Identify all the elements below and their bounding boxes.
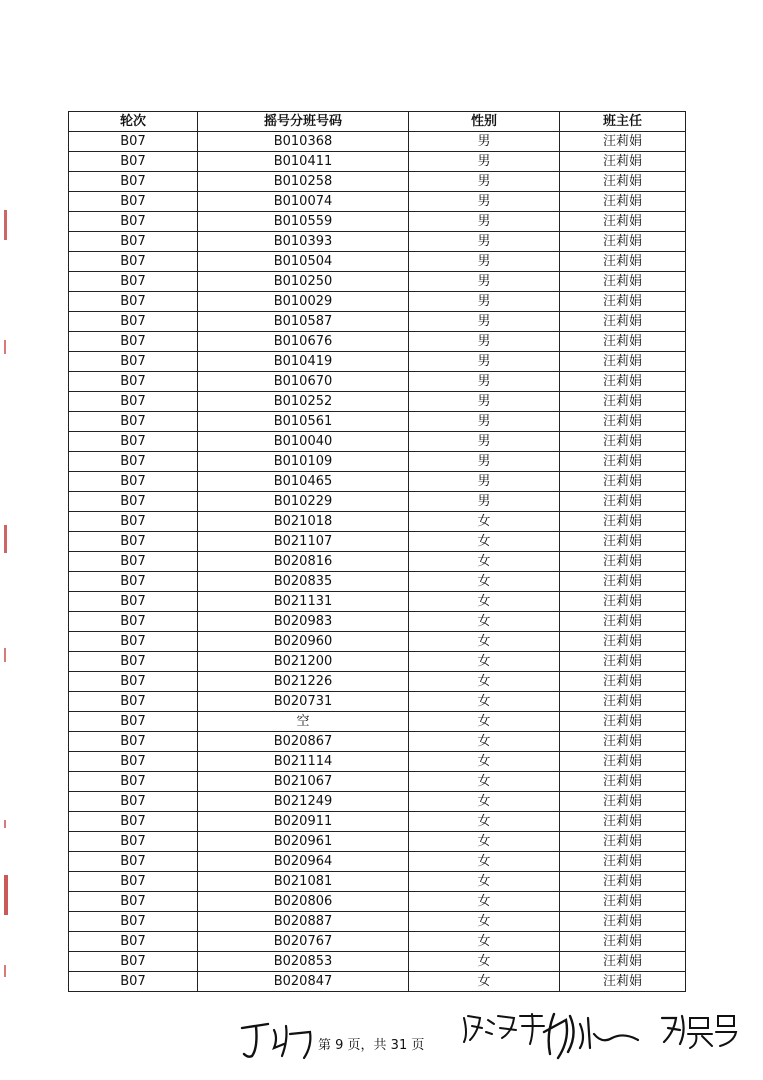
cell-round: B07 [69,892,198,912]
cell-lottery-number: B010029 [198,292,409,312]
table-row [69,752,686,772]
cell-lottery-number: B010258 [198,172,409,192]
cell-lottery-number: B010670 [198,372,409,392]
cell-round: B07 [69,372,198,392]
cell-lottery-number: B010074 [198,192,409,212]
cell-gender: 女 [409,832,560,852]
cell-head-teacher: 汪莉娟 [560,892,686,912]
cell-lottery-number: B021018 [198,512,409,532]
class-assignment-table-container [68,111,685,992]
table-row [69,892,686,912]
cell-head-teacher: 汪莉娟 [560,732,686,752]
table-row [69,472,686,492]
header-round: 轮次 [69,112,198,132]
table-row [69,372,686,392]
table-row [69,972,686,992]
cell-head-teacher: 汪莉娟 [560,432,686,452]
table-row [69,252,686,272]
cell-round: B07 [69,152,198,172]
cell-lottery-number: B021114 [198,752,409,772]
cell-lottery-number: B010411 [198,152,409,172]
cell-gender: 男 [409,292,560,312]
cell-head-teacher: 汪莉娟 [560,172,686,192]
cell-gender: 女 [409,912,560,932]
cell-round: B07 [69,192,198,212]
table-row [69,332,686,352]
cell-head-teacher: 汪莉娟 [560,712,686,732]
cell-round: B07 [69,792,198,812]
cell-head-teacher: 汪莉娟 [560,412,686,432]
seal-fragment-mark [4,525,7,553]
table-row [69,152,686,172]
cell-head-teacher: 汪莉娟 [560,372,686,392]
cell-lottery-number: B020867 [198,732,409,752]
cell-head-teacher: 汪莉娟 [560,272,686,292]
cell-head-teacher: 汪莉娟 [560,852,686,872]
seal-fragment-mark [4,340,6,354]
cell-round: B07 [69,172,198,192]
header-head-teacher: 班主任 [560,112,686,132]
cell-head-teacher: 汪莉娟 [560,692,686,712]
cell-round: B07 [69,392,198,412]
cell-head-teacher: 汪莉娟 [560,492,686,512]
cell-head-teacher: 汪莉娟 [560,832,686,852]
cell-lottery-number: B020853 [198,952,409,972]
cell-round: B07 [69,592,198,612]
table-row [69,192,686,212]
cell-head-teacher: 汪莉娟 [560,652,686,672]
cell-gender: 男 [409,432,560,452]
cell-lottery-number: B020767 [198,932,409,952]
cell-head-teacher: 汪莉娟 [560,472,686,492]
signature-2 [458,1006,550,1050]
table-row [69,812,686,832]
cell-head-teacher: 汪莉娟 [560,672,686,692]
cell-lottery-number: B010504 [198,252,409,272]
cell-head-teacher: 汪莉娟 [560,872,686,892]
cell-lottery-number: B010229 [198,492,409,512]
seal-fragment-mark [4,820,6,828]
cell-lottery-number: B021226 [198,672,409,692]
cell-gender: 女 [409,612,560,632]
cell-head-teacher: 汪莉娟 [560,512,686,532]
cell-lottery-number: B010109 [198,452,409,472]
cell-lottery-number: B021131 [198,592,409,612]
cell-head-teacher: 汪莉娟 [560,972,686,992]
cell-round: B07 [69,552,198,572]
signature-1 [238,1018,316,1064]
cell-head-teacher: 汪莉娟 [560,772,686,792]
cell-lottery-number: B020964 [198,852,409,872]
cell-round: B07 [69,692,198,712]
cell-gender: 女 [409,712,560,732]
cell-gender: 男 [409,472,560,492]
signature-4 [656,1008,740,1052]
cell-round: B07 [69,872,198,892]
cell-lottery-number: B010587 [198,312,409,332]
cell-head-teacher: 汪莉娟 [560,812,686,832]
cell-lottery-number: B010419 [198,352,409,372]
cell-head-teacher: 汪莉娟 [560,792,686,812]
page-footer [0,1028,763,1068]
cell-head-teacher: 汪莉娟 [560,552,686,572]
cell-round: B07 [69,432,198,452]
cell-round: B07 [69,632,198,652]
cell-gender: 男 [409,412,560,432]
cell-round: B07 [69,932,198,952]
cell-gender: 女 [409,872,560,892]
cell-round: B07 [69,332,198,352]
cell-round: B07 [69,452,198,472]
cell-gender: 女 [409,852,560,872]
cell-round: B07 [69,292,198,312]
cell-gender: 女 [409,592,560,612]
table-row [69,692,686,712]
cell-head-teacher: 汪莉娟 [560,932,686,952]
table-row [69,592,686,612]
cell-head-teacher: 汪莉娟 [560,292,686,312]
table-row [69,352,686,372]
cell-round: B07 [69,812,198,832]
cell-lottery-number: B021067 [198,772,409,792]
cell-round: B07 [69,232,198,252]
seal-fragment-mark [4,648,6,662]
cell-round: B07 [69,412,198,432]
cell-lottery-number: B020911 [198,812,409,832]
header-row [69,112,686,132]
cell-lottery-number: B020835 [198,572,409,592]
table-row [69,532,686,552]
cell-gender: 女 [409,692,560,712]
cell-round: B07 [69,912,198,932]
cell-round: B07 [69,532,198,552]
cell-head-teacher: 汪莉娟 [560,252,686,272]
seal-fragment-mark [4,965,6,977]
cell-head-teacher: 汪莉娟 [560,232,686,252]
cell-head-teacher: 汪莉娟 [560,752,686,772]
cell-lottery-number: B021081 [198,872,409,892]
cell-lottery-number: B010252 [198,392,409,412]
cell-lottery-number: 空 [198,712,409,732]
cell-gender: 女 [409,772,560,792]
table-row [69,452,686,472]
cell-gender: 男 [409,452,560,472]
cell-round: B07 [69,312,198,332]
cell-gender: 男 [409,212,560,232]
table-row [69,612,686,632]
cell-lottery-number: B010465 [198,472,409,492]
cell-lottery-number: B010676 [198,332,409,352]
cell-gender: 女 [409,932,560,952]
table-header [69,112,686,132]
cell-round: B07 [69,252,198,272]
cell-lottery-number: B020961 [198,832,409,852]
table-row [69,932,686,952]
header-lottery-number: 摇号分班号码 [198,112,409,132]
class-assignment-table [68,111,686,992]
table-row [69,872,686,892]
table-row [69,852,686,872]
cell-round: B07 [69,832,198,852]
cell-head-teacher: 汪莉娟 [560,152,686,172]
cell-gender: 男 [409,252,560,272]
seal-fragment-mark [4,875,8,915]
table-row [69,572,686,592]
cell-lottery-number: B021249 [198,792,409,812]
cell-gender: 女 [409,752,560,772]
cell-round: B07 [69,272,198,292]
table-row [69,652,686,672]
cell-round: B07 [69,712,198,732]
table-row [69,172,686,192]
cell-round: B07 [69,752,198,772]
cell-round: B07 [69,772,198,792]
table-row [69,732,686,752]
cell-round: B07 [69,472,198,492]
cell-gender: 女 [409,552,560,572]
cell-head-teacher: 汪莉娟 [560,352,686,372]
cell-head-teacher: 汪莉娟 [560,912,686,932]
cell-head-teacher: 汪莉娟 [560,132,686,152]
cell-gender: 男 [409,132,560,152]
cell-lottery-number: B020887 [198,912,409,932]
table-row [69,312,686,332]
table-row [69,552,686,572]
table-row [69,212,686,232]
cell-head-teacher: 汪莉娟 [560,532,686,552]
cell-round: B07 [69,512,198,532]
cell-gender: 女 [409,732,560,752]
cell-gender: 女 [409,892,560,912]
cell-round: B07 [69,212,198,232]
cell-head-teacher: 汪莉娟 [560,332,686,352]
cell-gender: 女 [409,532,560,552]
table-row [69,632,686,652]
page-indicator: 第 9 页，共 31 页 [318,1038,425,1053]
cell-round: B07 [69,672,198,692]
cell-gender: 女 [409,792,560,812]
cell-lottery-number: B010250 [198,272,409,292]
cell-round: B07 [69,652,198,672]
cell-lottery-number: B021107 [198,532,409,552]
cell-lottery-number: B020847 [198,972,409,992]
cell-lottery-number: B010561 [198,412,409,432]
seal-fragment-mark [4,210,7,240]
table-row [69,492,686,512]
cell-lottery-number: B020806 [198,892,409,912]
cell-gender: 女 [409,672,560,692]
table-row [69,792,686,812]
cell-gender: 男 [409,312,560,332]
cell-gender: 女 [409,952,560,972]
table-row [69,432,686,452]
cell-lottery-number: B010559 [198,212,409,232]
cell-head-teacher: 汪莉娟 [560,212,686,232]
cell-round: B07 [69,132,198,152]
table-row [69,912,686,932]
cell-gender: 男 [409,232,560,252]
cell-gender: 女 [409,632,560,652]
header-gender: 性别 [409,112,560,132]
cell-gender: 女 [409,572,560,592]
cell-gender: 男 [409,352,560,372]
cell-lottery-number: B020731 [198,692,409,712]
table-row [69,512,686,532]
cell-head-teacher: 汪莉娟 [560,632,686,652]
table-body [69,132,686,992]
cell-round: B07 [69,612,198,632]
cell-head-teacher: 汪莉娟 [560,452,686,472]
cell-gender: 男 [409,272,560,292]
cell-gender: 女 [409,652,560,672]
table-row [69,392,686,412]
cell-lottery-number: B010393 [198,232,409,252]
cell-lottery-number: B021200 [198,652,409,672]
cell-round: B07 [69,972,198,992]
cell-round: B07 [69,352,198,372]
cell-gender: 女 [409,812,560,832]
cell-head-teacher: 汪莉娟 [560,592,686,612]
cell-head-teacher: 汪莉娟 [560,952,686,972]
cell-lottery-number: B010368 [198,132,409,152]
cell-gender: 男 [409,172,560,192]
table-row [69,772,686,792]
table-row [69,272,686,292]
cell-gender: 男 [409,492,560,512]
cell-head-teacher: 汪莉娟 [560,572,686,592]
table-row [69,232,686,252]
cell-gender: 男 [409,332,560,352]
cell-gender: 男 [409,152,560,172]
cell-head-teacher: 汪莉娟 [560,192,686,212]
cell-lottery-number: B020983 [198,612,409,632]
cell-lottery-number: B020816 [198,552,409,572]
cell-gender: 男 [409,392,560,412]
table-row [69,712,686,732]
cell-round: B07 [69,852,198,872]
cell-head-teacher: 汪莉娟 [560,312,686,332]
cell-round: B07 [69,732,198,752]
cell-lottery-number: B010040 [198,432,409,452]
table-row [69,672,686,692]
cell-head-teacher: 汪莉娟 [560,612,686,632]
table-row [69,832,686,852]
table-row [69,292,686,312]
cell-gender: 女 [409,512,560,532]
table-row [69,412,686,432]
cell-lottery-number: B020960 [198,632,409,652]
table-row [69,132,686,152]
cell-gender: 女 [409,972,560,992]
cell-head-teacher: 汪莉娟 [560,392,686,412]
signature-3 [540,1004,650,1064]
cell-round: B07 [69,572,198,592]
cell-round: B07 [69,492,198,512]
table-row [69,952,686,972]
cell-gender: 男 [409,192,560,212]
cell-round: B07 [69,952,198,972]
cell-gender: 男 [409,372,560,392]
